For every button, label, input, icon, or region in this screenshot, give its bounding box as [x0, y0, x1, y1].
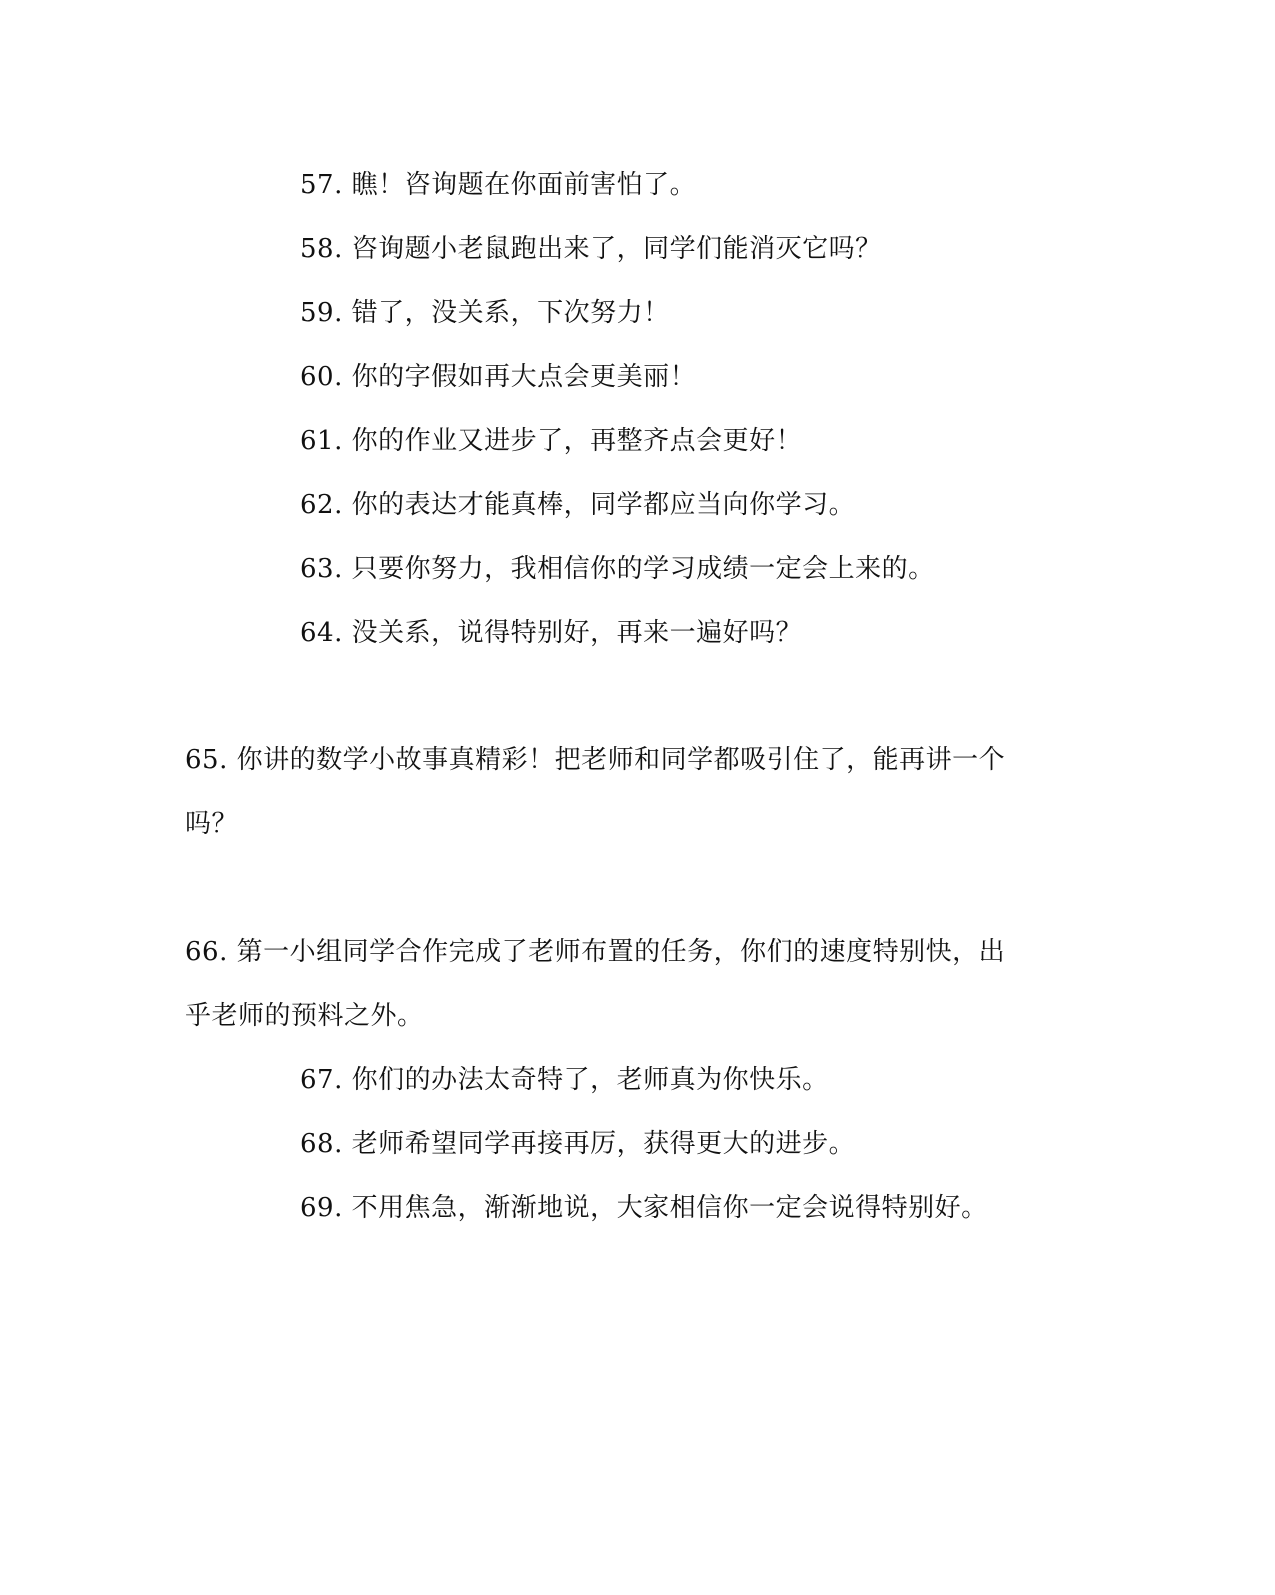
item-58: 58. 咨询题小老鼠跑出来了，同学们能消灭它吗？	[300, 234, 882, 264]
item-57: 57. 瞧！咨询题在你面前害怕了。	[300, 170, 697, 200]
item-69: 69. 不用焦急，渐渐地说，大家相信你一定会说得特别好。	[300, 1193, 988, 1223]
item-60: 60. 你的字假如再大点会更美丽！	[300, 362, 697, 392]
item-63: 63. 只要你努力，我相信你的学习成绩一定会上来的。	[300, 554, 935, 584]
item-65-line-1: 65. 你讲的数学小故事真精彩！把老师和同学都吸引住了，能再讲一个	[185, 745, 1006, 775]
item-66-line-2: 乎老师的预料之外。	[185, 1001, 424, 1031]
item-68: 68. 老师希望同学再接再厉，获得更大的进步。	[300, 1129, 856, 1159]
item-61: 61. 你的作业又进步了，再整齐点会更好！	[300, 426, 803, 456]
item-66-line-1: 66. 第一小组同学合作完成了老师布置的任务，你们的速度特别快，出	[185, 937, 1006, 967]
item-67: 67. 你们的办法太奇特了，老师真为你快乐。	[300, 1065, 829, 1095]
item-59: 59. 错了，没关系，下次努力！	[300, 298, 670, 328]
item-62: 62. 你的表达才能真棒，同学都应当向你学习。	[300, 490, 856, 520]
item-64: 64. 没关系，说得特别好，再来一遍好吗？	[300, 618, 803, 648]
item-65-line-2: 吗？	[185, 809, 239, 839]
